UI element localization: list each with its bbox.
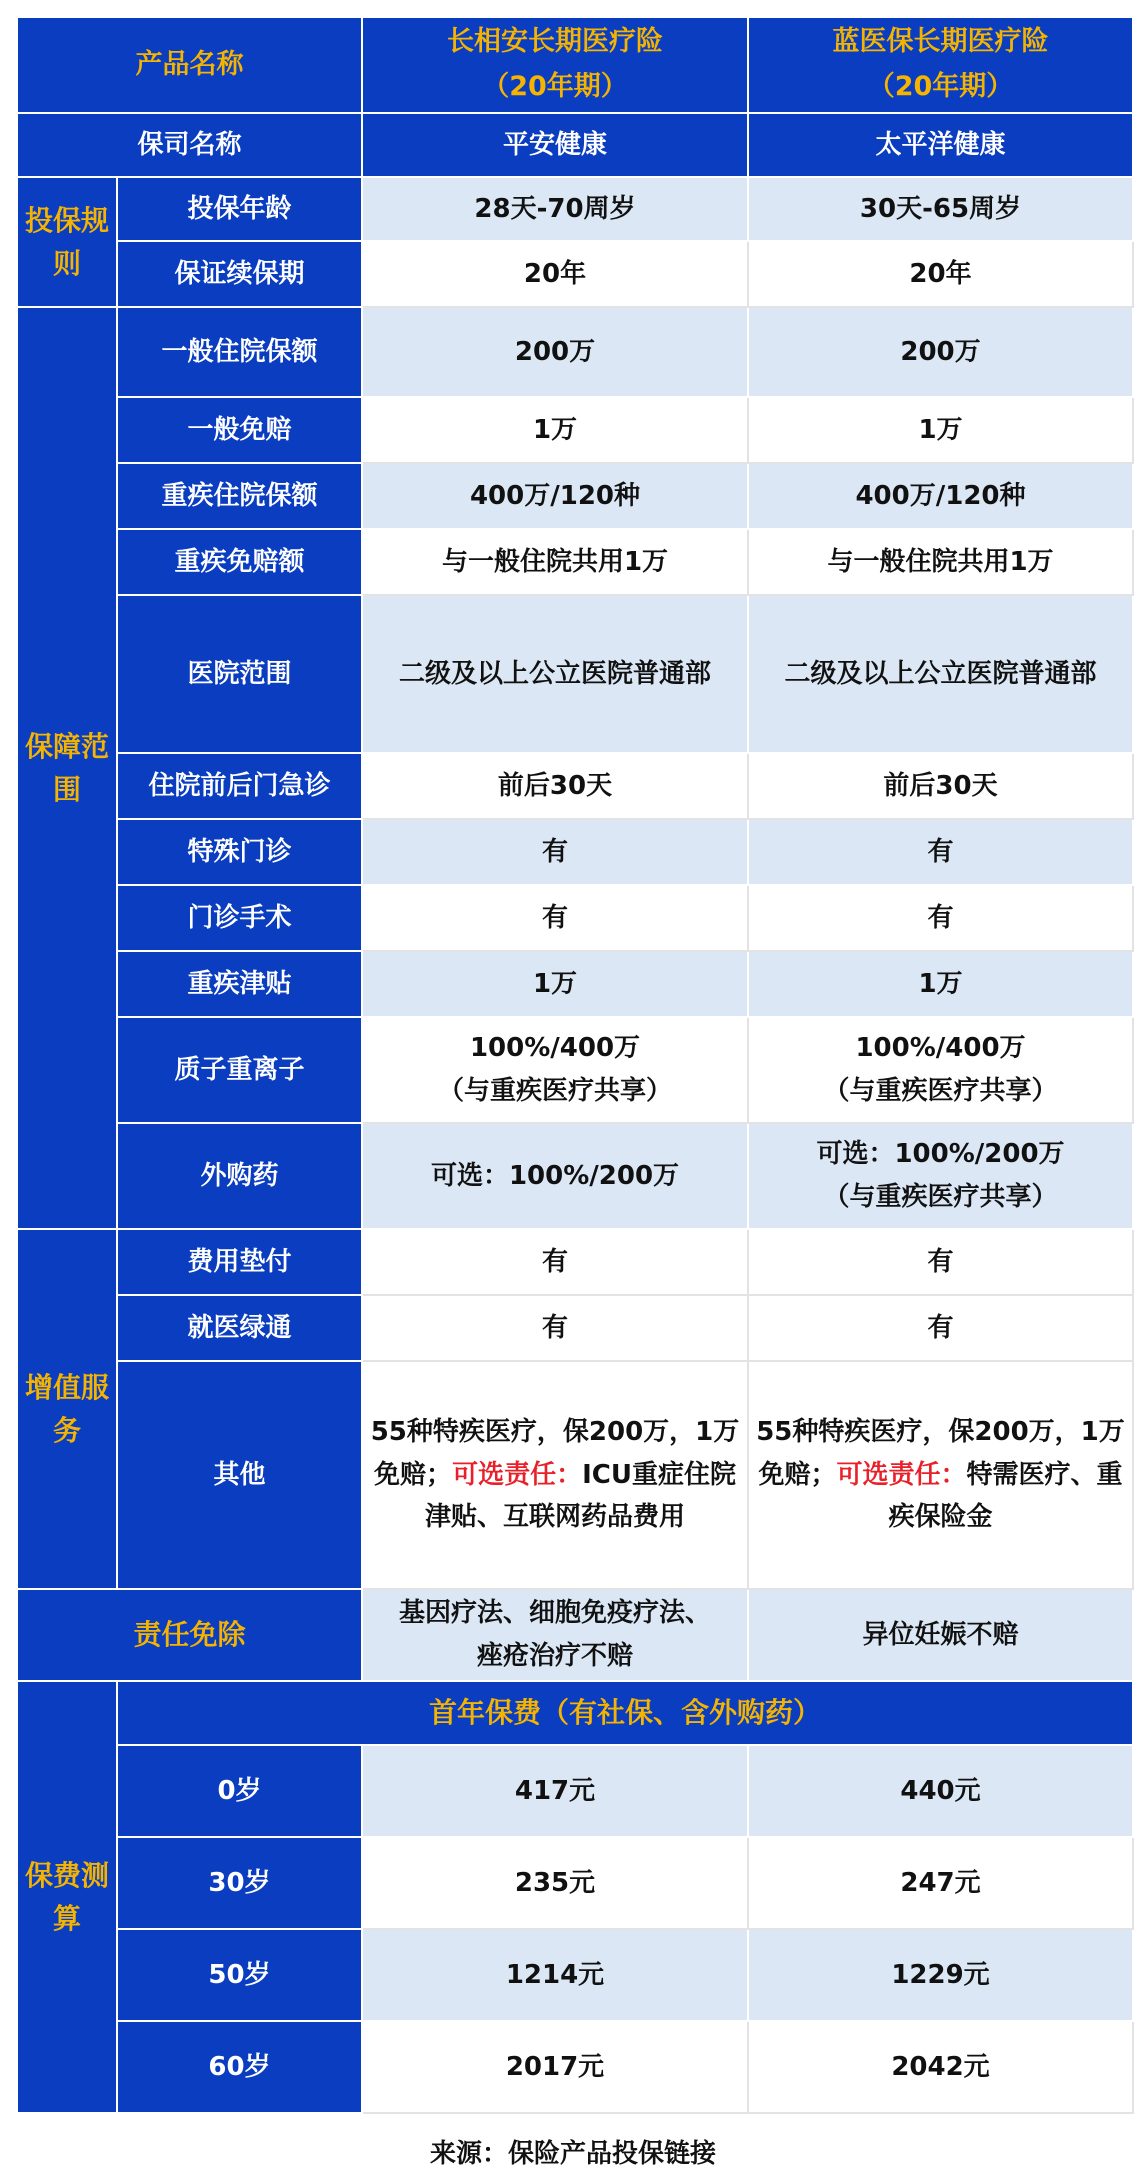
value-a: 28天-70周岁 [362,177,748,241]
comparison-table-wrapper [16,16,1132,2114]
table-row [17,819,1133,885]
table-row [17,1123,1133,1229]
value-b [748,1017,1133,1123]
value-a: 417元 [362,1745,748,1837]
value-b: 有 [748,1295,1133,1361]
value-b: 440元 [748,1745,1133,1837]
value-a: 有 [362,1229,748,1295]
row-label: 医院范围 [117,595,362,753]
product-a [362,17,748,113]
value-b: 1万 [748,951,1133,1017]
row-label: 重疾住院保额 [117,463,362,529]
value-a-line2: （与重疾医疗共享） [437,1076,672,1106]
value-b: 异位妊娠不赔 [748,1589,1133,1681]
row-label: 住院前后门急诊 [117,753,362,819]
table-row [17,241,1133,307]
row-label: 0岁 [117,1745,362,1837]
table-row [17,1295,1133,1361]
value-a [362,1017,748,1123]
value-a: 20年 [362,241,748,307]
comparison-table [16,16,1134,2114]
row-label: 30岁 [117,1837,362,1929]
premium-header-row [17,1681,1133,1745]
category-coverage: 保障范围 [17,307,117,1229]
value-b [748,1361,1133,1589]
value-a: 有 [362,1295,748,1361]
other-a-text: 55种特疾医疗，保200万，1万免赔； [370,1416,740,1490]
table-row [17,1837,1133,1929]
product-a-name: 长相安长期医疗险 [447,26,663,58]
row-label: 一般免赔 [117,397,362,463]
table-row [17,397,1133,463]
category-premium: 保费测算 [17,1681,117,2113]
table-row [17,177,1133,241]
value-b: 400万/120种 [748,463,1133,529]
value-a: 可选：100%/200万 [362,1123,748,1229]
value-b: 200万 [748,307,1133,397]
product-row [17,17,1133,113]
value-b: 2042元 [748,2021,1133,2113]
exclusion-a-line1: 基因疗法、细胞免疫疗法、 [398,1598,711,1629]
table-row [17,463,1133,529]
row-label: 一般住院保额 [117,307,362,397]
value-a-line1: 100%/400万 [469,1033,641,1064]
other-b-text: 55种特疾医疗，保200万，1万免赔； [756,1416,1125,1490]
value-a: 1214元 [362,1929,748,2021]
value-a: 与一般住院共用1万 [362,529,748,595]
optional-liability-a: 可选责任： [452,1459,583,1490]
premium-header: 首年保费（有社保、含外购药） [117,1681,1133,1745]
product-b-name: 蓝医保长期医疗险 [832,26,1049,58]
table-row [17,1745,1133,1837]
row-label: 质子重离子 [117,1017,362,1123]
row-label: 其他 [117,1361,362,1589]
row-label: 就医绿通 [117,1295,362,1361]
value-b: 247元 [748,1837,1133,1929]
value-a: 2017元 [362,2021,748,2113]
row-label: 保证续保期 [117,241,362,307]
value-a: 有 [362,819,748,885]
table-row [17,595,1133,753]
other-b-optional: 特需医疗、重疾保险金 [888,1459,1123,1533]
table-row [17,951,1133,1017]
row-label: 费用垫付 [117,1229,362,1295]
row-label: 特殊门诊 [117,819,362,885]
source-note: 来源：保险产品投保链接 [429,2139,716,2169]
table-row [17,529,1133,595]
value-b-line1: 100%/400万 [855,1033,1026,1064]
category-services: 增值服务 [17,1229,117,1589]
table-row [17,753,1133,819]
value-a: 有 [362,885,748,951]
table-row [17,1589,1133,1681]
table-row [17,1929,1133,2021]
value-b: 有 [748,885,1133,951]
table-row [17,885,1133,951]
row-label: 重疾津贴 [117,951,362,1017]
table-row [17,307,1133,397]
row-label: 外购药 [117,1123,362,1229]
exclusion-label: 责任免除 [17,1589,362,1681]
value-a: 1万 [362,397,748,463]
product-b-term: （20年期） [867,71,1014,102]
table-row [17,2021,1133,2113]
category-rules: 投保规则 [17,177,117,307]
insurer-row [17,113,1133,177]
product-a-term: （20年期） [482,71,628,102]
row-label: 50岁 [117,1929,362,2021]
optional-liability-b: 可选责任： [836,1459,967,1490]
product-b [748,17,1133,113]
value-b [748,1123,1133,1229]
value-a [362,1361,748,1589]
value-a: 二级及以上公立医院普通部 [362,595,748,753]
value-a: 235元 [362,1837,748,1929]
row-label: 重疾免赔额 [117,529,362,595]
value-b: 30天-65周岁 [748,177,1133,241]
insurer-label: 保司名称 [17,113,362,177]
value-b: 有 [748,819,1133,885]
value-b: 1万 [748,397,1133,463]
row-label: 60岁 [117,2021,362,2113]
value-a: 200万 [362,307,748,397]
value-a [362,1589,748,1681]
exclusion-a-line2: 痤疮治疗不赔 [476,1641,633,1671]
row-label: 门诊手术 [117,885,362,951]
insurer-a: 平安健康 [362,113,748,177]
other-a-optional: ICU重症住院津贴、互联网药品费用 [424,1459,736,1533]
table-row [17,1017,1133,1123]
value-b: 二级及以上公立医院普通部 [748,595,1133,753]
value-b: 20年 [748,241,1133,307]
value-b: 有 [748,1229,1133,1295]
table-row [17,1361,1133,1589]
value-a: 前后30天 [362,753,748,819]
row-label: 投保年龄 [117,177,362,241]
product-label: 产品名称 [17,17,362,113]
value-b: 前后30天 [748,753,1133,819]
value-b-line2: （与重疾医疗共享） [823,1182,1058,1212]
value-b: 1229元 [748,1929,1133,2021]
insurer-b: 太平洋健康 [748,113,1133,177]
value-a: 400万/120种 [362,463,748,529]
value-b-line1: 可选：100%/200万 [816,1139,1065,1170]
table-row [17,1229,1133,1295]
value-b-line2: （与重疾医疗共享） [823,1076,1058,1106]
value-b: 与一般住院共用1万 [748,529,1133,595]
value-a: 1万 [362,951,748,1017]
